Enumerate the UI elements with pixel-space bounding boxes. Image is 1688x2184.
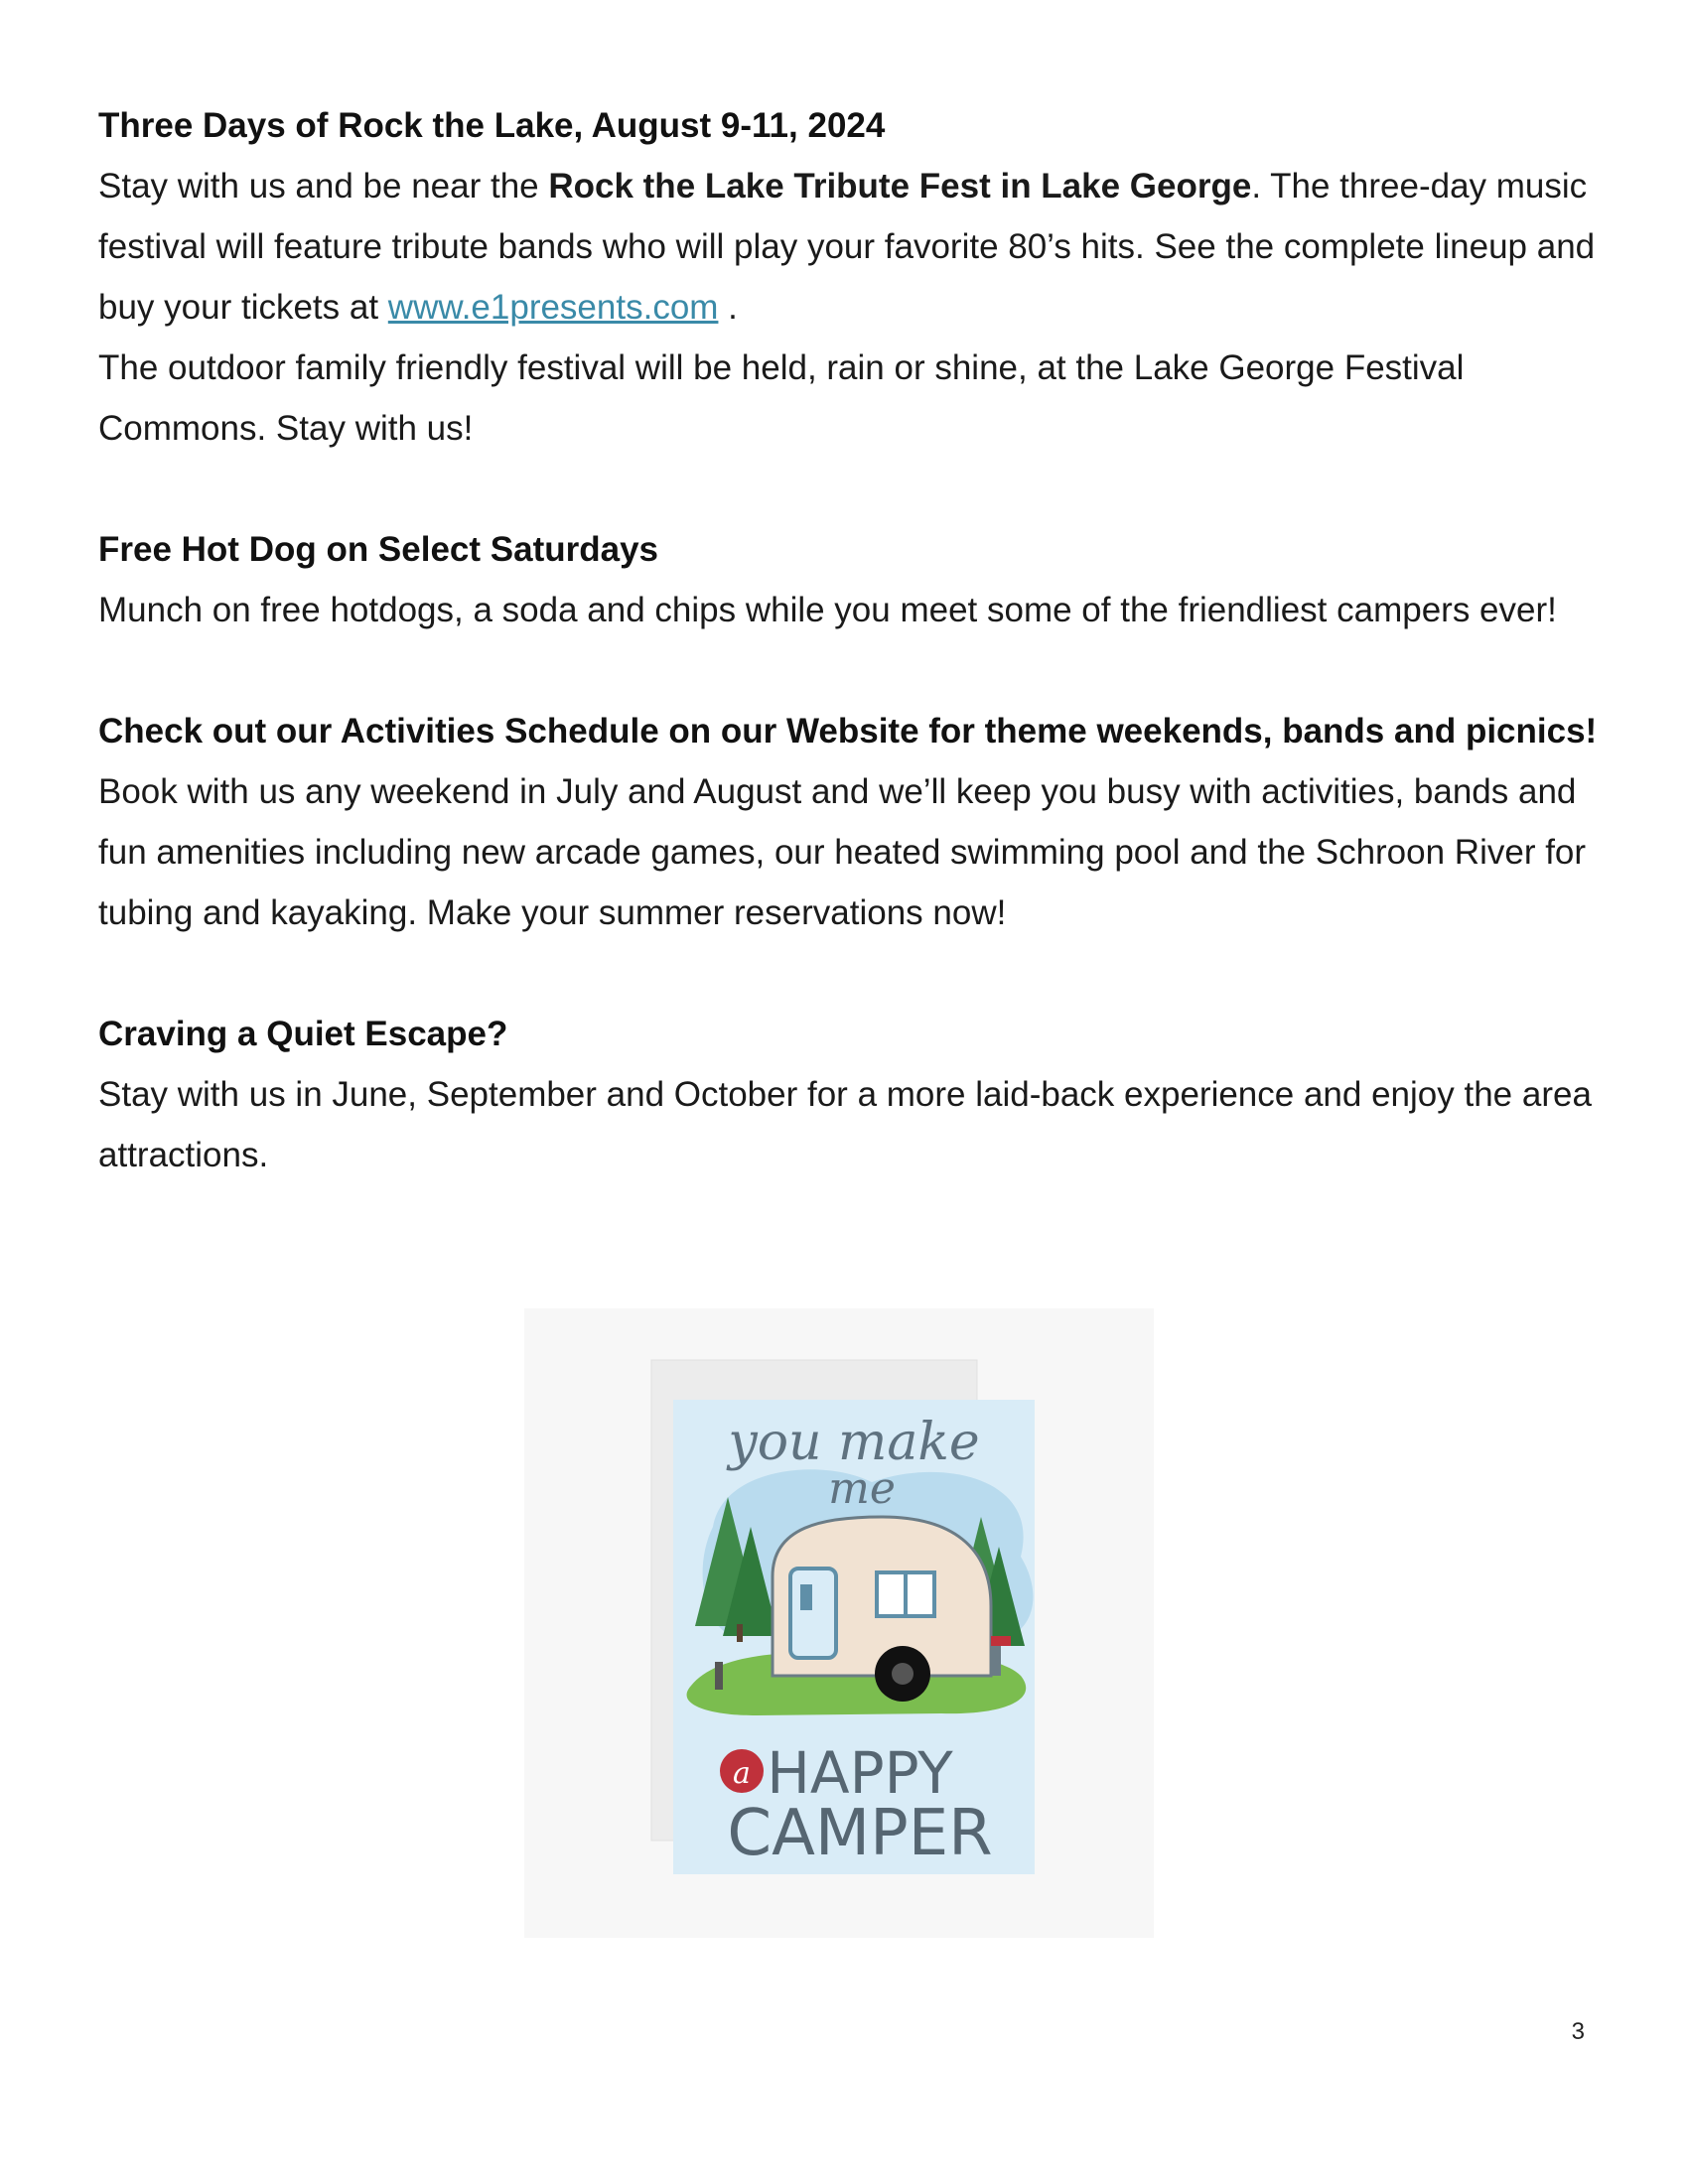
section-activities-schedule <box>98 701 1598 943</box>
paragraph: Munch on free hotdogs, a soda and chips while you meet some of the friendliest campers ever! <box>98 591 1557 629</box>
section-quiet-escape <box>98 1004 1598 1185</box>
card-text-a: a <box>733 1756 751 1791</box>
section-heading: Three Days of Rock the Lake, August 9-11, 2024 <box>98 106 886 145</box>
card-text-camper: CAMPER <box>727 1797 993 1870</box>
document-page <box>98 95 1598 1246</box>
text-run: Stay with us and be near the <box>98 167 549 205</box>
section-heading: Check out our Activities Schedule on our Website for theme weekends, bands and picnics! <box>98 712 1598 751</box>
section-free-hot-dog <box>98 519 1598 640</box>
text-run: . <box>718 288 738 327</box>
website-link[interactable]: www.e1presents.com <box>387 288 719 327</box>
bold-text: Rock the Lake Tribute Fest in Lake George <box>548 167 1252 205</box>
text-run: . The three-day music festival will feature tribute bands who will play your favorite 80’s hits. See the complete lineup and buy your tickets at <box>98 167 1596 327</box>
happy-camper-card-image <box>524 1308 1154 1938</box>
card-text-me: me <box>828 1463 896 1514</box>
section-rock-the-lake <box>98 95 1598 459</box>
card-text-you-make: you make <box>728 1413 980 1472</box>
paragraph: Book with us any weekend in July and August and we’ll keep you busy with activities, bands and fun amenities including new arcade games, our heated swimming pool and the Schroon River for tubing and kayaking. Make your summer reservations now! <box>98 772 1587 932</box>
card-text-happy: HAPPY <box>767 1739 953 1807</box>
paragraph <box>98 156 1598 338</box>
paragraph: The outdoor family friendly festival will be held, rain or shine, at the Lake George Festival Commons. Stay with us! <box>98 348 1465 448</box>
section-heading: Free Hot Dog on Select Saturdays <box>98 530 659 569</box>
page-number: 3 <box>1571 2018 1585 2045</box>
section-heading: Craving a Quiet Escape? <box>98 1015 508 1053</box>
paragraph: Stay with us in June, September and October for a more laid-back experience and enjoy the area attractions. <box>98 1075 1592 1174</box>
